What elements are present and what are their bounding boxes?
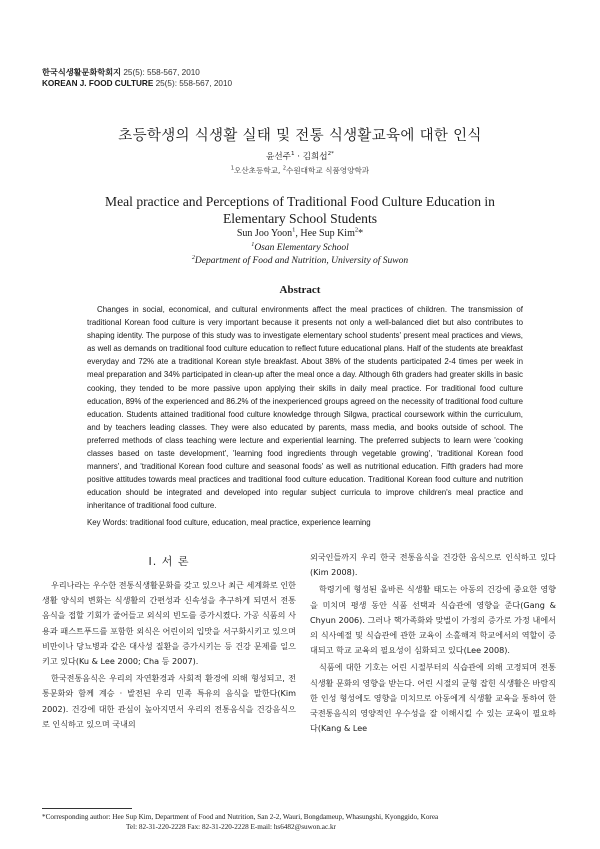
english-authors xyxy=(0,228,600,239)
korean-aff-2-sup: 2 xyxy=(282,165,287,172)
keywords-label: Key Words: xyxy=(87,518,128,527)
korean-title: 초등학생의 식생활 실태 및 전통 식생활교육에 대한 인식 xyxy=(118,128,482,144)
english-aff-1-text: Osan Elementary School xyxy=(254,243,349,253)
footnote-line-2: Tel: 82-31-220-2228 Fax: 82-31-220-2228 E-mail: hs6482@suwon.ac.kr xyxy=(126,823,336,831)
journal-pages-korean: 25(5): 558-567, 2010 xyxy=(123,68,200,77)
footnote xyxy=(42,812,562,832)
english-aff-2-text: Department of Food and Nutrition, University of Suwon xyxy=(194,256,409,266)
keywords xyxy=(87,518,523,527)
footnote-line-1: *Corresponding author: Hee Sup Kim, Department of Food and Nutrition, San 2-2, Wauri, Bongdameup, Whasungshi, Kyonggido, Korea xyxy=(42,813,439,821)
abstract-text: Changes in social, economical, and cultural environments affect the meal practices of children. The transmission of traditional Korean food culture is very important because it presents not only a well-balanced diet but also contributes to shaping identity. The purpose of this study was to investigate elementary school students' present meal practices and views, as well as demands on traditional food culture education to reflect future educational plans. Half of the students ate breakfast everyday and 72% ate a traditional Korean style breakfast. About 38% of the students participated 2-4 times per week in meal preparation and 34% participated in clean-up after the meal once a day. Although 6th graders had greater skills in basic cooking, they tended to be more passive upon applying their skills in daily meal practice. For traditional food culture education, 89% of the experienced and 86.2% of the inexperienced groups agreed on the necessity of traditional food culture education. Students attained traditional food culture knowledge through Silgwa, practical coursework within the curriculum, and by teachers leading classes. They were also educated by parents, mass media, and books outside of school. The preferred methods of class teaching were lecture and experiential learning. The preferred subjects to learn were 'cooking classes based on taste development', 'learning food ingredients through vegetable growing', 'traditional Korean food manners', and 'traditional Korean food culture and seasonal foods' as well as nutritional education. Fifth graders had more positive attitudes towards meal practices and traditional food culture education. Traditional Korean food culture and nutrition education should be integrated and developed into regular subject curricula to improve children's meal practice and inheritance of traditional food culture. xyxy=(87,305,523,511)
korean-author-2-sup: 2* xyxy=(327,151,334,158)
korean-authors xyxy=(0,150,600,162)
korean-aff-2: 수원대학교 식품영양학과 xyxy=(286,166,370,175)
journal-name-korean: 한국식생활문화학회지 xyxy=(42,68,122,77)
korean-author-1: 윤선주 xyxy=(266,152,291,162)
english-affiliation-2 xyxy=(0,256,600,266)
english-title xyxy=(0,193,600,227)
paragraph: 학령기에 형성된 올바른 식생활 태도는 아동의 건강에 중요한 영향을 미치며 평생 동안 식품 선택과 식습관에 영향을 준다(Gang & Chyun 2006). 그러나 핵가족화와 맞벌이 가정의 증가로 가정 내에서의 식사예절 및 식습관에 관한 교육이 소홀해져 학교에서의 역할이 증대되고 학교 교육의 필요성이 심화되고 있다(Lee 2008). xyxy=(310,584,556,656)
body-column-right xyxy=(310,550,556,738)
korean-aff-1: 오산초등학교, xyxy=(234,166,283,175)
english-aff-2-sup: 2 xyxy=(191,254,195,261)
body-column-left xyxy=(42,578,296,734)
korean-affiliations xyxy=(0,165,600,176)
journal-name-english: KOREAN J. FOOD CULTURE xyxy=(42,78,154,88)
paragraph: 외국인들까지 우리 한국 전통음식을 건강한 음식으로 인식하고 있다(Kim 2008). xyxy=(310,552,556,578)
english-author-2: , Hee Sup Kim xyxy=(295,228,355,239)
paragraph: 우리나라는 우수한 전통식생활문화를 갖고 있으나 최근 세계화로 인한 생활 양식의 변화는 식생활의 간편성과 신속성을 추구하게 되면서 전통음식을 접할 기회가 줄어들고 외식의 빈도를 증가시켰다. 가공 식품의 사용과 패스트푸드를 포함한 외식은 어린이의 입맛을 서구화시키고 있으며 비만이나 당뇨병과 같은 대사성 질환을 증가시키는 등 건강 문제를 일으키고 있다(Ku & Lee 2000; Cha 등 2007). xyxy=(42,580,296,667)
section-heading-introduction: I. 서 론 xyxy=(148,555,190,568)
abstract-heading: Abstract xyxy=(279,284,321,296)
journal-pages-english: 25(5): 558-567, 2010 xyxy=(155,78,233,88)
english-author-2-sup: 2 xyxy=(354,226,359,234)
paragraph: 식품에 대한 기호는 어린 시절부터의 식습관에 의해 고정되며 전통 식생활 문화의 영향을 받는다. 어린 시절의 균형 잡힌 식생활은 바람직한 인성 형성에도 영향을 미치므로 아동에게 식생활 교육을 통하여 한국전통음식의 영양적인 우수성을 잘 이해시킬 수 있는 교육이 필요하다(Kang & Lee xyxy=(310,662,556,734)
journal-header xyxy=(42,68,232,89)
korean-aff-1-sup: 1 xyxy=(230,165,235,172)
english-title-line-1: Meal practice and Perceptions of Traditional Food Culture Education in xyxy=(105,194,495,209)
corresponding-mark: * xyxy=(358,228,364,239)
footnote-divider xyxy=(42,808,132,809)
english-aff-1-sup: 1 xyxy=(251,241,255,248)
english-author-1: Sun Joo Yoon xyxy=(236,228,293,239)
author-separator: · xyxy=(294,152,303,162)
english-author-1-sup: 1 xyxy=(292,226,296,234)
paragraph: 한국전통음식은 우리의 자연환경과 사회적 환경에 의해 형성되고, 전통문화와 함께 계승 · 발전된 우리 민족 특유의 음식을 말한다(Kim 2002). 건강에 대한 관심이 높아지면서 우리의 전통음식을 건강음식으로 인식하고 있으며 국내의 xyxy=(42,673,296,729)
keywords-list: traditional food culture, education, meal practice, experience learning xyxy=(127,518,371,527)
english-affiliation-1 xyxy=(0,243,600,253)
korean-author-2: 김희섭 xyxy=(302,152,328,162)
english-title-line-2: Elementary School Students xyxy=(222,211,378,226)
korean-author-1-sup: 1 xyxy=(290,151,295,158)
